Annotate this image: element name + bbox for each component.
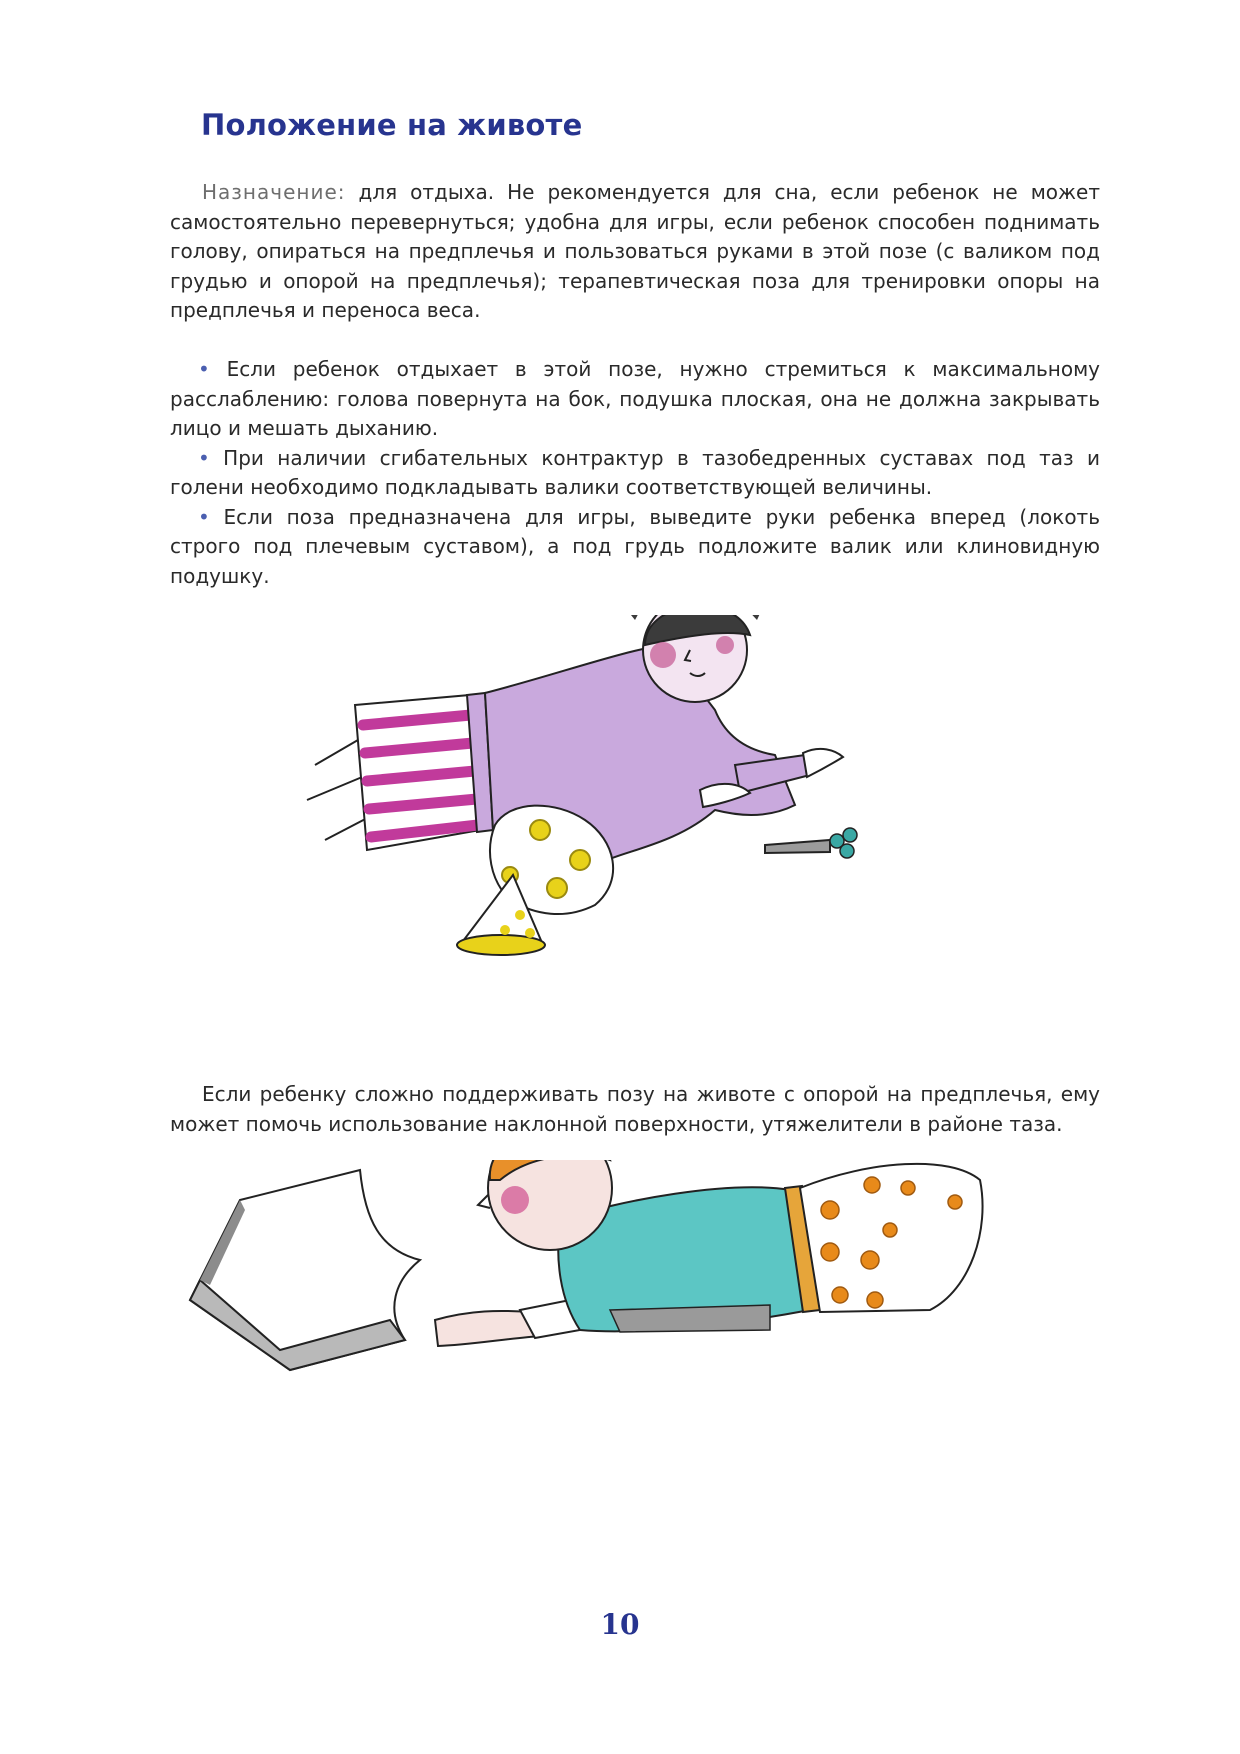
list-item-text: При наличии сгибательных контрактур в тазобедренных суставах под таз и голени необходимо подкладывать валики соответствующей величины. bbox=[170, 445, 1100, 499]
purpose-label: Назначение: bbox=[202, 180, 346, 204]
list-item-text: Если поза предназначена для игры, выведите руки ребенка вперед (локоть строго под плечевым суставом), а под грудь подложите валик или клиновидную подушку. bbox=[170, 504, 1100, 588]
illustration-prone-play bbox=[295, 615, 955, 1035]
bullet-list bbox=[170, 355, 1100, 591]
bullet-icon: • bbox=[198, 504, 210, 529]
page-number: 10 bbox=[600, 1608, 640, 1641]
note-paragraph: Если ребенку сложно поддерживать позу на животе с опорой на предплечья, ему может помочь использование наклонной поверхности, утяжелители в районе таза. bbox=[170, 1082, 1100, 1136]
purpose-paragraph bbox=[170, 178, 1100, 326]
list-item bbox=[170, 444, 1100, 503]
purpose-text: для отдыха. Не рекомендуется для сна, если ребенок не может самостоятельно перевернуться; удобна для игры, если ребенок способен поднимать голову, опираться на предплечья и пользоваться руками в этой позе (с валиком под грудью и опорой на предплечья); терапевтическая поза для тренировки опоры на предплечья и переноса веса. bbox=[170, 180, 1100, 322]
list-item bbox=[170, 503, 1100, 592]
bullet-icon: • bbox=[198, 445, 210, 470]
list-item-text: Если ребенок отдыхает в этой позе, нужно стремиться к максимальному расслаблению: голова повернута на бок, подушка плоская, она не должна закрывать лицо и мешать дыханию. bbox=[170, 357, 1100, 440]
bullet-icon: • bbox=[198, 357, 210, 381]
page-title: Положение на животе bbox=[201, 108, 583, 142]
illustration-prone-wedge bbox=[170, 1160, 1070, 1520]
list-item bbox=[170, 355, 1100, 444]
